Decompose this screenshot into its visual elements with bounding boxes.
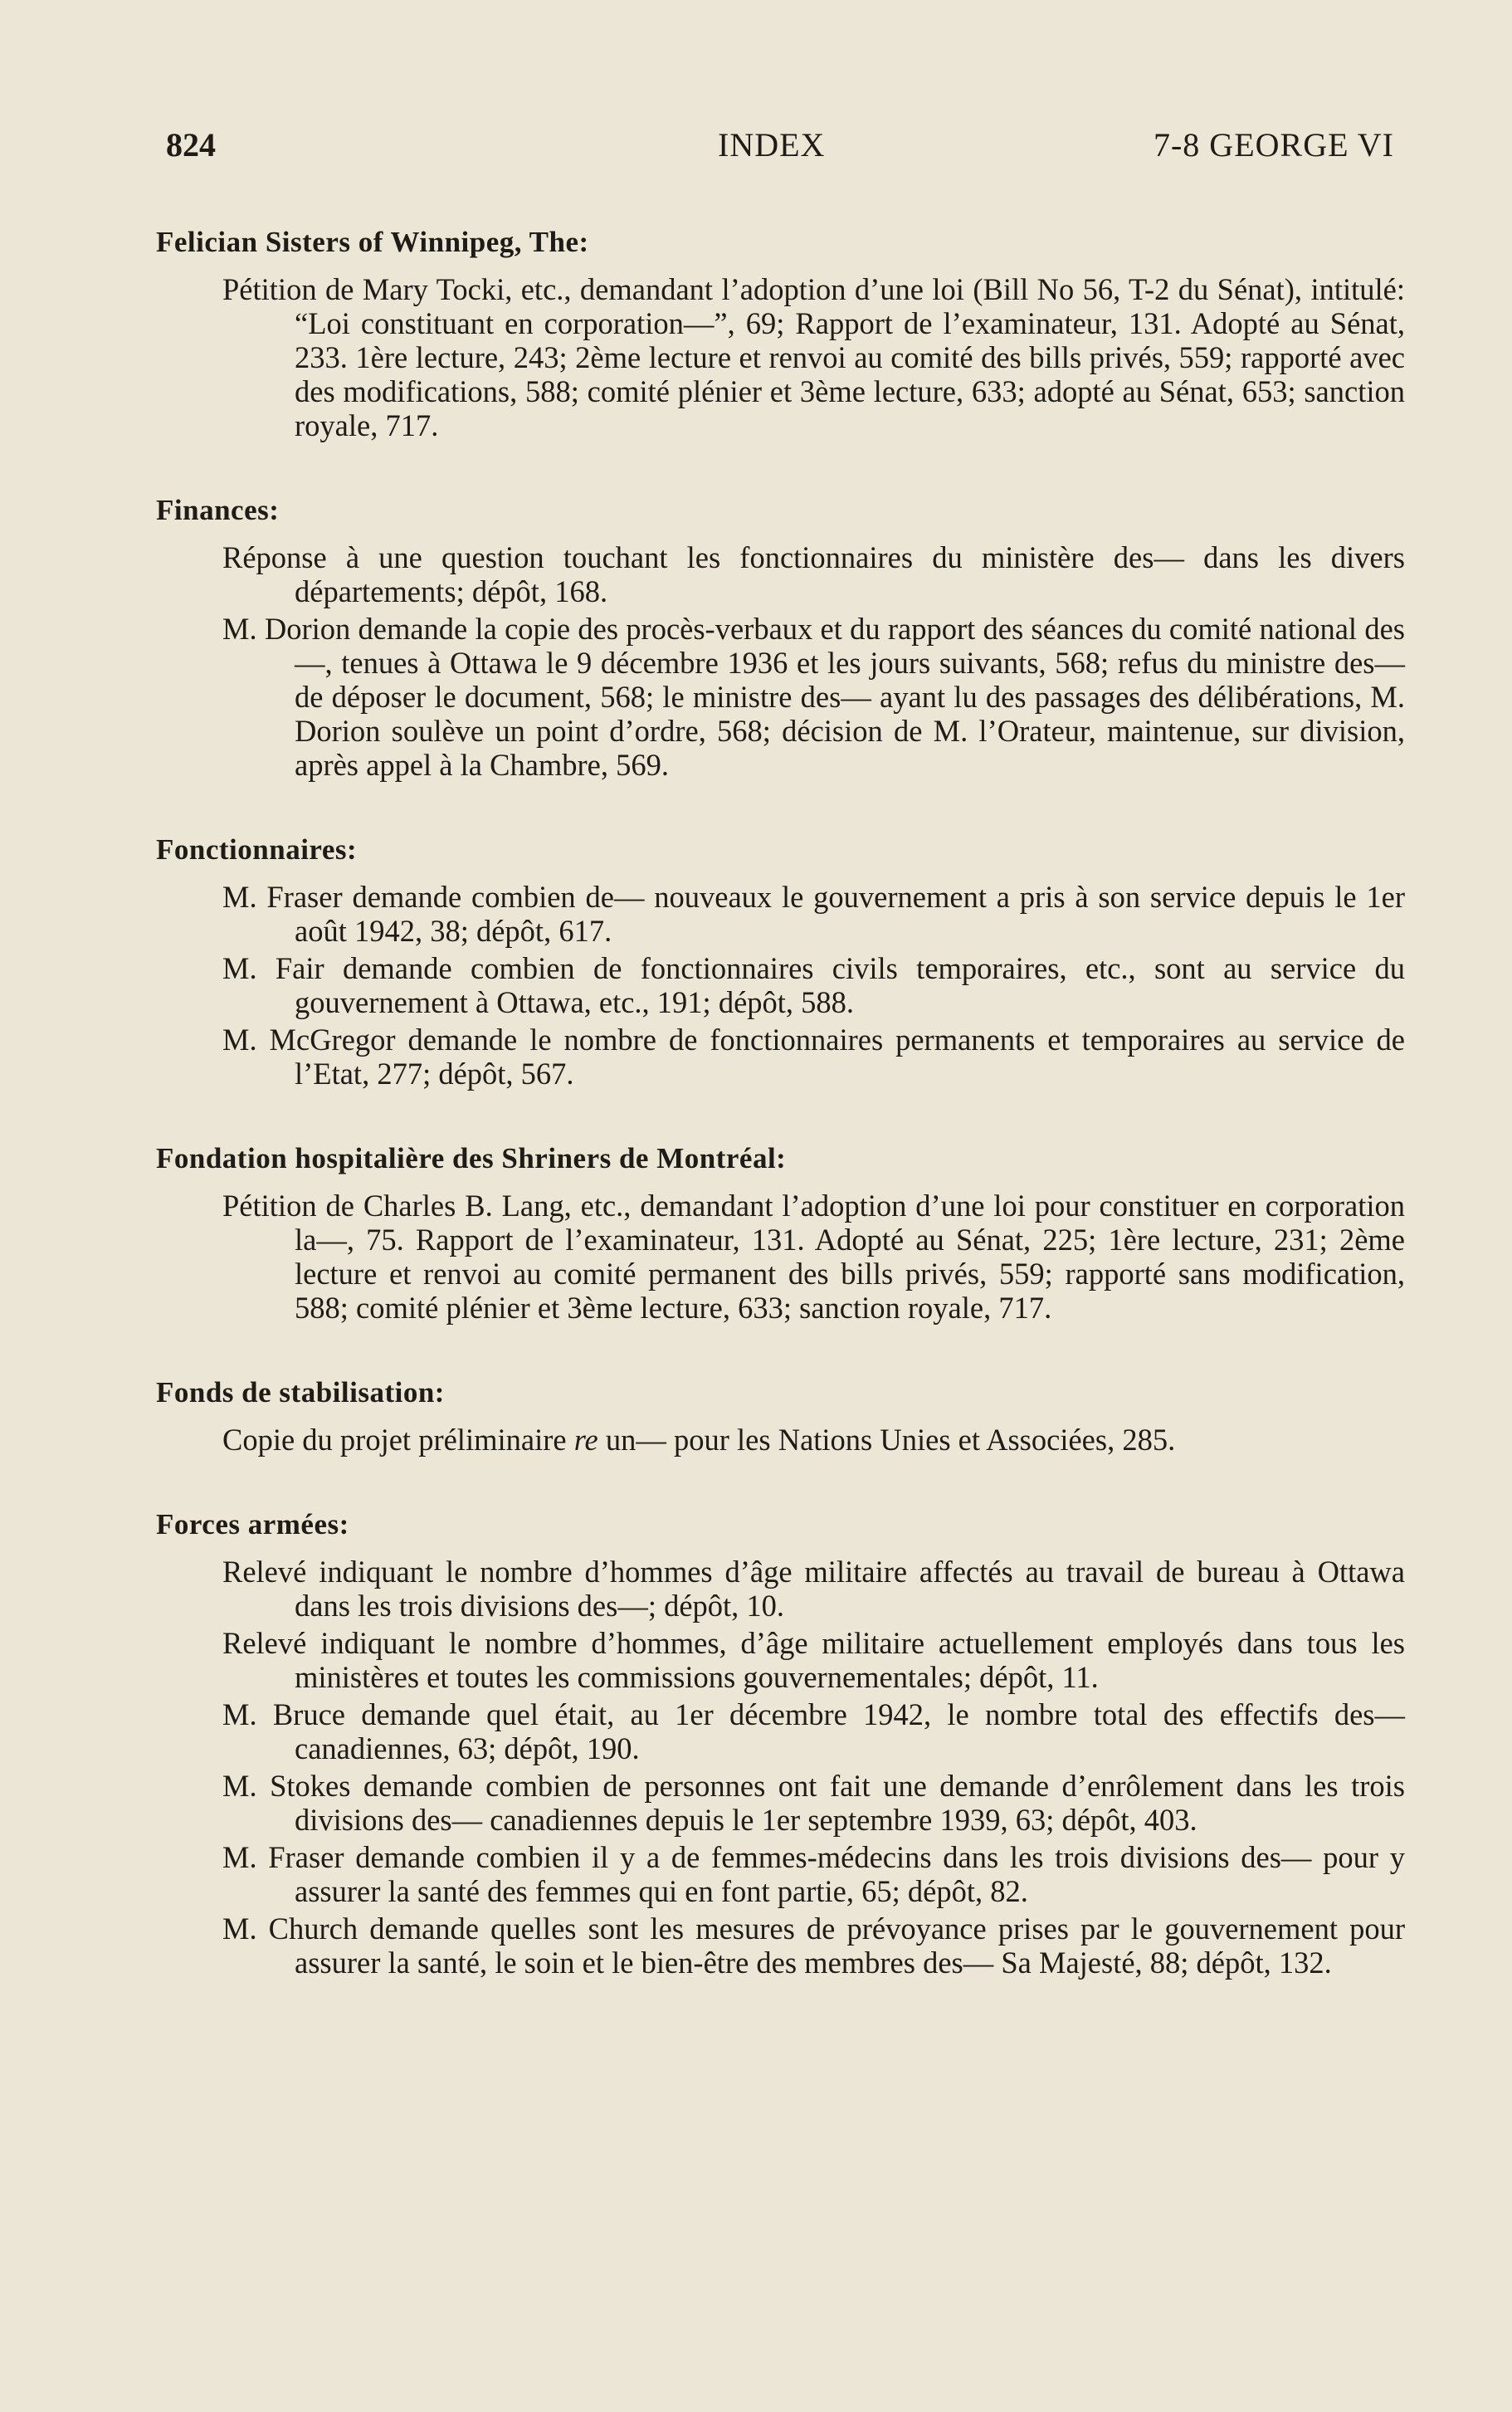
index-section	[156, 1374, 1405, 1457]
index-entry: Pétition de Charles B. Lang, etc., demandant l’adoption d’une loi pour constituer en corporation la—, 75. Rapport de l’examinateur, 131. Adopté au Sénat, 225; 1ère lecture, 231; 2ème lecture et renvoi au comité permanent des bills privés, 559; rapporté sans modification, 588; comité plénier et 3ème lecture, 633; sanction royale, 717.	[222, 1189, 1405, 1325]
index-entry: Copie du projet préliminaire re un— pour les Nations Unies et Associées, 285.	[222, 1423, 1176, 1457]
section-heading: Fonds de stabilisation:	[156, 1376, 445, 1409]
session-label: 7-8 GEORGE VI	[1153, 126, 1394, 164]
index-section	[156, 832, 1405, 1091]
index-entry: M. Fraser demande combien il y a de femmes-médecins dans les trois divisions des— pour y assurer la santé des femmes qui en font partie, 65; dépôt, 82.	[222, 1840, 1405, 1908]
section-heading: Felician Sisters of Winnipeg, The:	[156, 226, 589, 258]
page-number: 824	[166, 126, 216, 164]
section-heading: Forces armées:	[156, 1508, 349, 1540]
index-entry: M. Church demande quelles sont les mesures de prévoyance prises par le gouvernement pour assurer la santé, le soin et le bien-être des membres des— Sa Majesté, 88; dépôt, 132.	[222, 1912, 1405, 1980]
index-entry: Relevé indiquant le nombre d’hommes, d’âge militaire actuellement employés dans tous les ministères et toutes les commissions gouvernementales; dépôt, 11.	[222, 1626, 1405, 1694]
section-heading: Fonctionnaires:	[156, 833, 358, 866]
index-entry: M. Fair demande combien de fonctionnaires civils temporaires, etc., sont au service du gouvernement à Ottawa, etc., 191; dépôt, 588.	[222, 951, 1405, 1019]
running-title: INDEX	[718, 126, 826, 164]
index-entry: Réponse à une question touchant les fonctionnaires du ministère des— dans les divers départements; dépôt, 168.	[222, 540, 1405, 608]
section-heading: Fondation hospitalière des Shriners de Montréal:	[156, 1142, 787, 1174]
index-section	[156, 1140, 1405, 1325]
index-section	[156, 224, 1405, 442]
index-section	[156, 1506, 1405, 1980]
index-entry: M. Fraser demande combien de— nouveaux le gouvernement a pris à son service depuis le 1er août 1942, 38; dépôt, 617.	[222, 880, 1405, 948]
running-head	[166, 125, 1394, 174]
index-section	[156, 492, 1405, 782]
section-heading: Finances:	[156, 494, 280, 526]
index-entry: M. Stokes demande combien de personnes ont fait une demande d’enrôlement dans les trois divisions des— canadiennes depuis le 1er septembre 1939, 63; dépôt, 403.	[222, 1769, 1405, 1837]
index-entry: M. McGregor demande le nombre de fonctionnaires permanents et temporaires au service de l’Etat, 277; dépôt, 567.	[222, 1023, 1405, 1091]
index-entry: M. Dorion demande la copie des procès-verbaux et du rapport des séances du comité national des—, tenues à Ottawa le 9 décembre 1936 et les jours suivants, 568; refus du ministre des— de déposer le document, 568; le ministre des— ayant lu des passages des délibérations, M. Dorion soulève un point d’ordre, 568; décision de M. l’Orateur, maintenue, sur division, après appel à la Chambre, 569.	[222, 612, 1405, 782]
index-entry: M. Bruce demande quel était, au 1er décembre 1942, le nombre total des effectifs des— canadiennes, 63; dépôt, 190.	[222, 1697, 1405, 1765]
index-content	[156, 224, 1405, 2029]
index-entry: Pétition de Mary Tocki, etc., demandant l’adoption d’une loi (Bill No 56, T-2 du Sénat), intitulé: “Loi constituant en corporation—”, 69; Rapport de l’examinateur, 131. Adopté au Sénat, 233. 1ère lecture, 243; 2ème lecture et renvoi au comité des bills privés, 559; rapporté avec des modifications, 588; comité plénier et 3ème lecture, 633; adopté au Sénat, 653; sanction royale, 717.	[222, 272, 1405, 442]
index-entry: Relevé indiquant le nombre d’hommes d’âge militaire affectés au travail de bureau à Ottawa dans les trois divisions des—; dépôt, 10.	[222, 1555, 1405, 1623]
